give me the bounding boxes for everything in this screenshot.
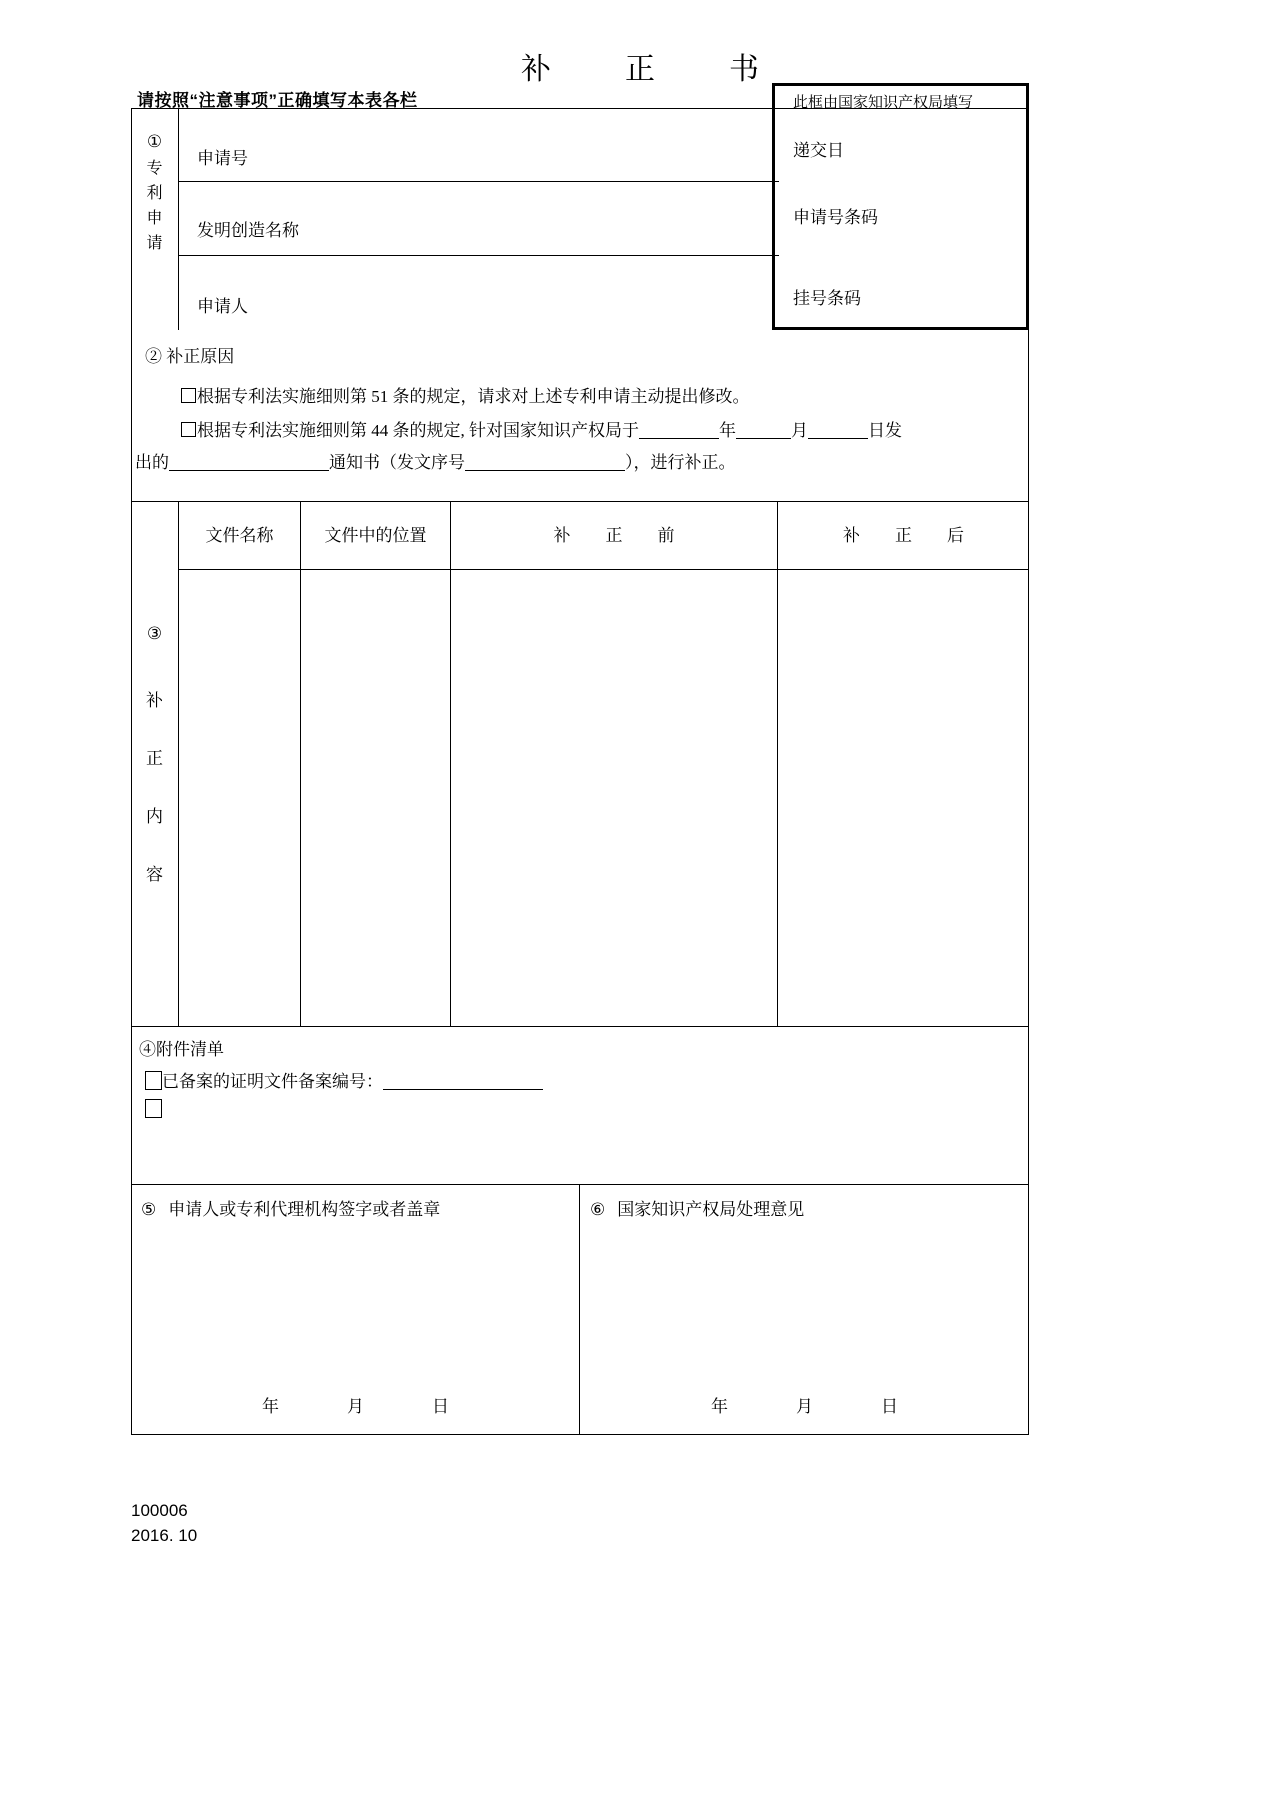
office-box-header: 此框由国家知识产权局填写	[793, 95, 974, 111]
label-day: 日	[432, 1397, 449, 1416]
blank-notice-name-input[interactable]	[169, 454, 329, 471]
section6-title: 国家知识产权局处理意见	[617, 1200, 805, 1219]
table-header-row	[179, 502, 1029, 570]
section2-number: ②	[145, 347, 162, 366]
attachment-item-1[interactable]	[145, 1067, 543, 1092]
blank-day-input[interactable]	[808, 422, 868, 439]
section4-number: ④	[139, 1040, 156, 1059]
label-month: 月	[791, 421, 808, 440]
field-label: 发明创造名称	[197, 221, 299, 240]
office-box-submission-date: 递交日	[793, 141, 844, 160]
label-month: 月	[347, 1397, 364, 1416]
reason-option-1-text: 根据专利法实施细则第 51 条的规定，请求对上述专利申请主动提出修改。	[197, 387, 750, 406]
table-cell-before-amendment[interactable]	[451, 570, 778, 1026]
office-box-registration-barcode: 挂号条码	[793, 289, 861, 308]
section2-title: 补正原因	[166, 347, 235, 366]
column-header-file-name: 文件名称	[179, 502, 301, 570]
section4-title: 附件清单	[156, 1040, 224, 1059]
field-application-number[interactable]	[179, 108, 779, 182]
label-day: 日发	[868, 421, 902, 440]
section6-heading	[590, 1195, 804, 1220]
reason-option-2-text: 根据专利法实施细则第 44 条的规定, 针对国家知识产权局于	[197, 421, 639, 440]
field-applicant[interactable]	[179, 256, 779, 330]
section-office-opinion[interactable]	[580, 1185, 1029, 1435]
section5-date-line	[131, 1392, 580, 1417]
blank-year-input[interactable]	[639, 422, 719, 439]
label-day: 日	[881, 1397, 898, 1416]
section1-rows	[179, 108, 779, 330]
section1-vertical-label: 专利申请	[146, 160, 163, 252]
label-notice: 通知书（发文序号	[329, 453, 465, 472]
section5-number: ⑤	[141, 1200, 157, 1219]
table-body	[179, 570, 1029, 1026]
section5-title: 申请人或专利代理机构签字或者盖章	[168, 1200, 441, 1219]
section2-heading	[145, 342, 234, 367]
section-attachment-list	[131, 1026, 1029, 1185]
reason-option-1[interactable]	[181, 382, 750, 407]
section4-heading	[139, 1035, 224, 1060]
instruction-note: 请按照“注意事项”正确填写本表各栏	[137, 91, 418, 110]
section-amendment-content	[131, 502, 1029, 1026]
checkbox-icon[interactable]	[181, 388, 196, 403]
attachment-item-1-text: 已备案的证明文件备案编号：	[162, 1072, 383, 1091]
blank-dispatch-number-input[interactable]	[465, 454, 625, 471]
section6-number: ⑥	[590, 1200, 606, 1219]
reason-option-2[interactable]	[181, 416, 902, 441]
label-year: 年	[262, 1397, 279, 1416]
column-header-before-amendment: 补 正 前	[451, 502, 778, 570]
attachment-item-2[interactable]	[145, 1099, 162, 1120]
blank-month-input[interactable]	[736, 422, 791, 439]
column-header-file-location: 文件中的位置	[301, 502, 451, 570]
blank-record-number-input[interactable]	[383, 1073, 543, 1090]
amendment-table	[179, 502, 1029, 1026]
reason-option-2-continued[interactable]	[135, 448, 736, 473]
section3-number: ③	[146, 624, 163, 643]
checkbox-icon[interactable]	[145, 1099, 162, 1118]
section-amendment-reason	[131, 330, 1029, 502]
checkbox-icon[interactable]	[145, 1071, 162, 1090]
form-code: 100006	[131, 1501, 188, 1520]
section5-heading	[141, 1195, 440, 1220]
checkbox-icon[interactable]	[181, 422, 196, 437]
table-cell-file-location[interactable]	[301, 570, 451, 1026]
field-invention-title[interactable]	[179, 182, 779, 256]
office-box-application-barcode: 申请号条码	[793, 208, 878, 227]
label-amend-suffix: ），进行补正。	[625, 453, 736, 472]
column-header-after-amendment: 补 正 后	[843, 526, 973, 545]
office-use-box	[772, 83, 1029, 330]
section-applicant-signature[interactable]	[131, 1185, 580, 1435]
field-label: 申请人	[197, 297, 248, 316]
label-month: 月	[796, 1397, 813, 1416]
label-issued-by: 出的	[135, 453, 169, 472]
form-version: 2016. 10	[131, 1526, 198, 1545]
section3-vertical-label: 补正内容	[146, 691, 163, 884]
label-year: 年	[711, 1397, 728, 1416]
field-label: 申请号	[197, 149, 248, 168]
section-signatures	[131, 1185, 1029, 1435]
section6-date-line	[580, 1392, 1029, 1417]
page-title: 补 正 书	[521, 53, 781, 86]
label-year: 年	[719, 421, 736, 440]
section1-number: ①	[146, 132, 163, 151]
form-footer	[131, 1498, 197, 1548]
table-cell-after-amendment[interactable]	[778, 570, 1029, 1026]
table-cell-file-name[interactable]	[179, 570, 301, 1026]
section3-label-column	[131, 502, 179, 1026]
section1-label-column	[131, 108, 179, 330]
